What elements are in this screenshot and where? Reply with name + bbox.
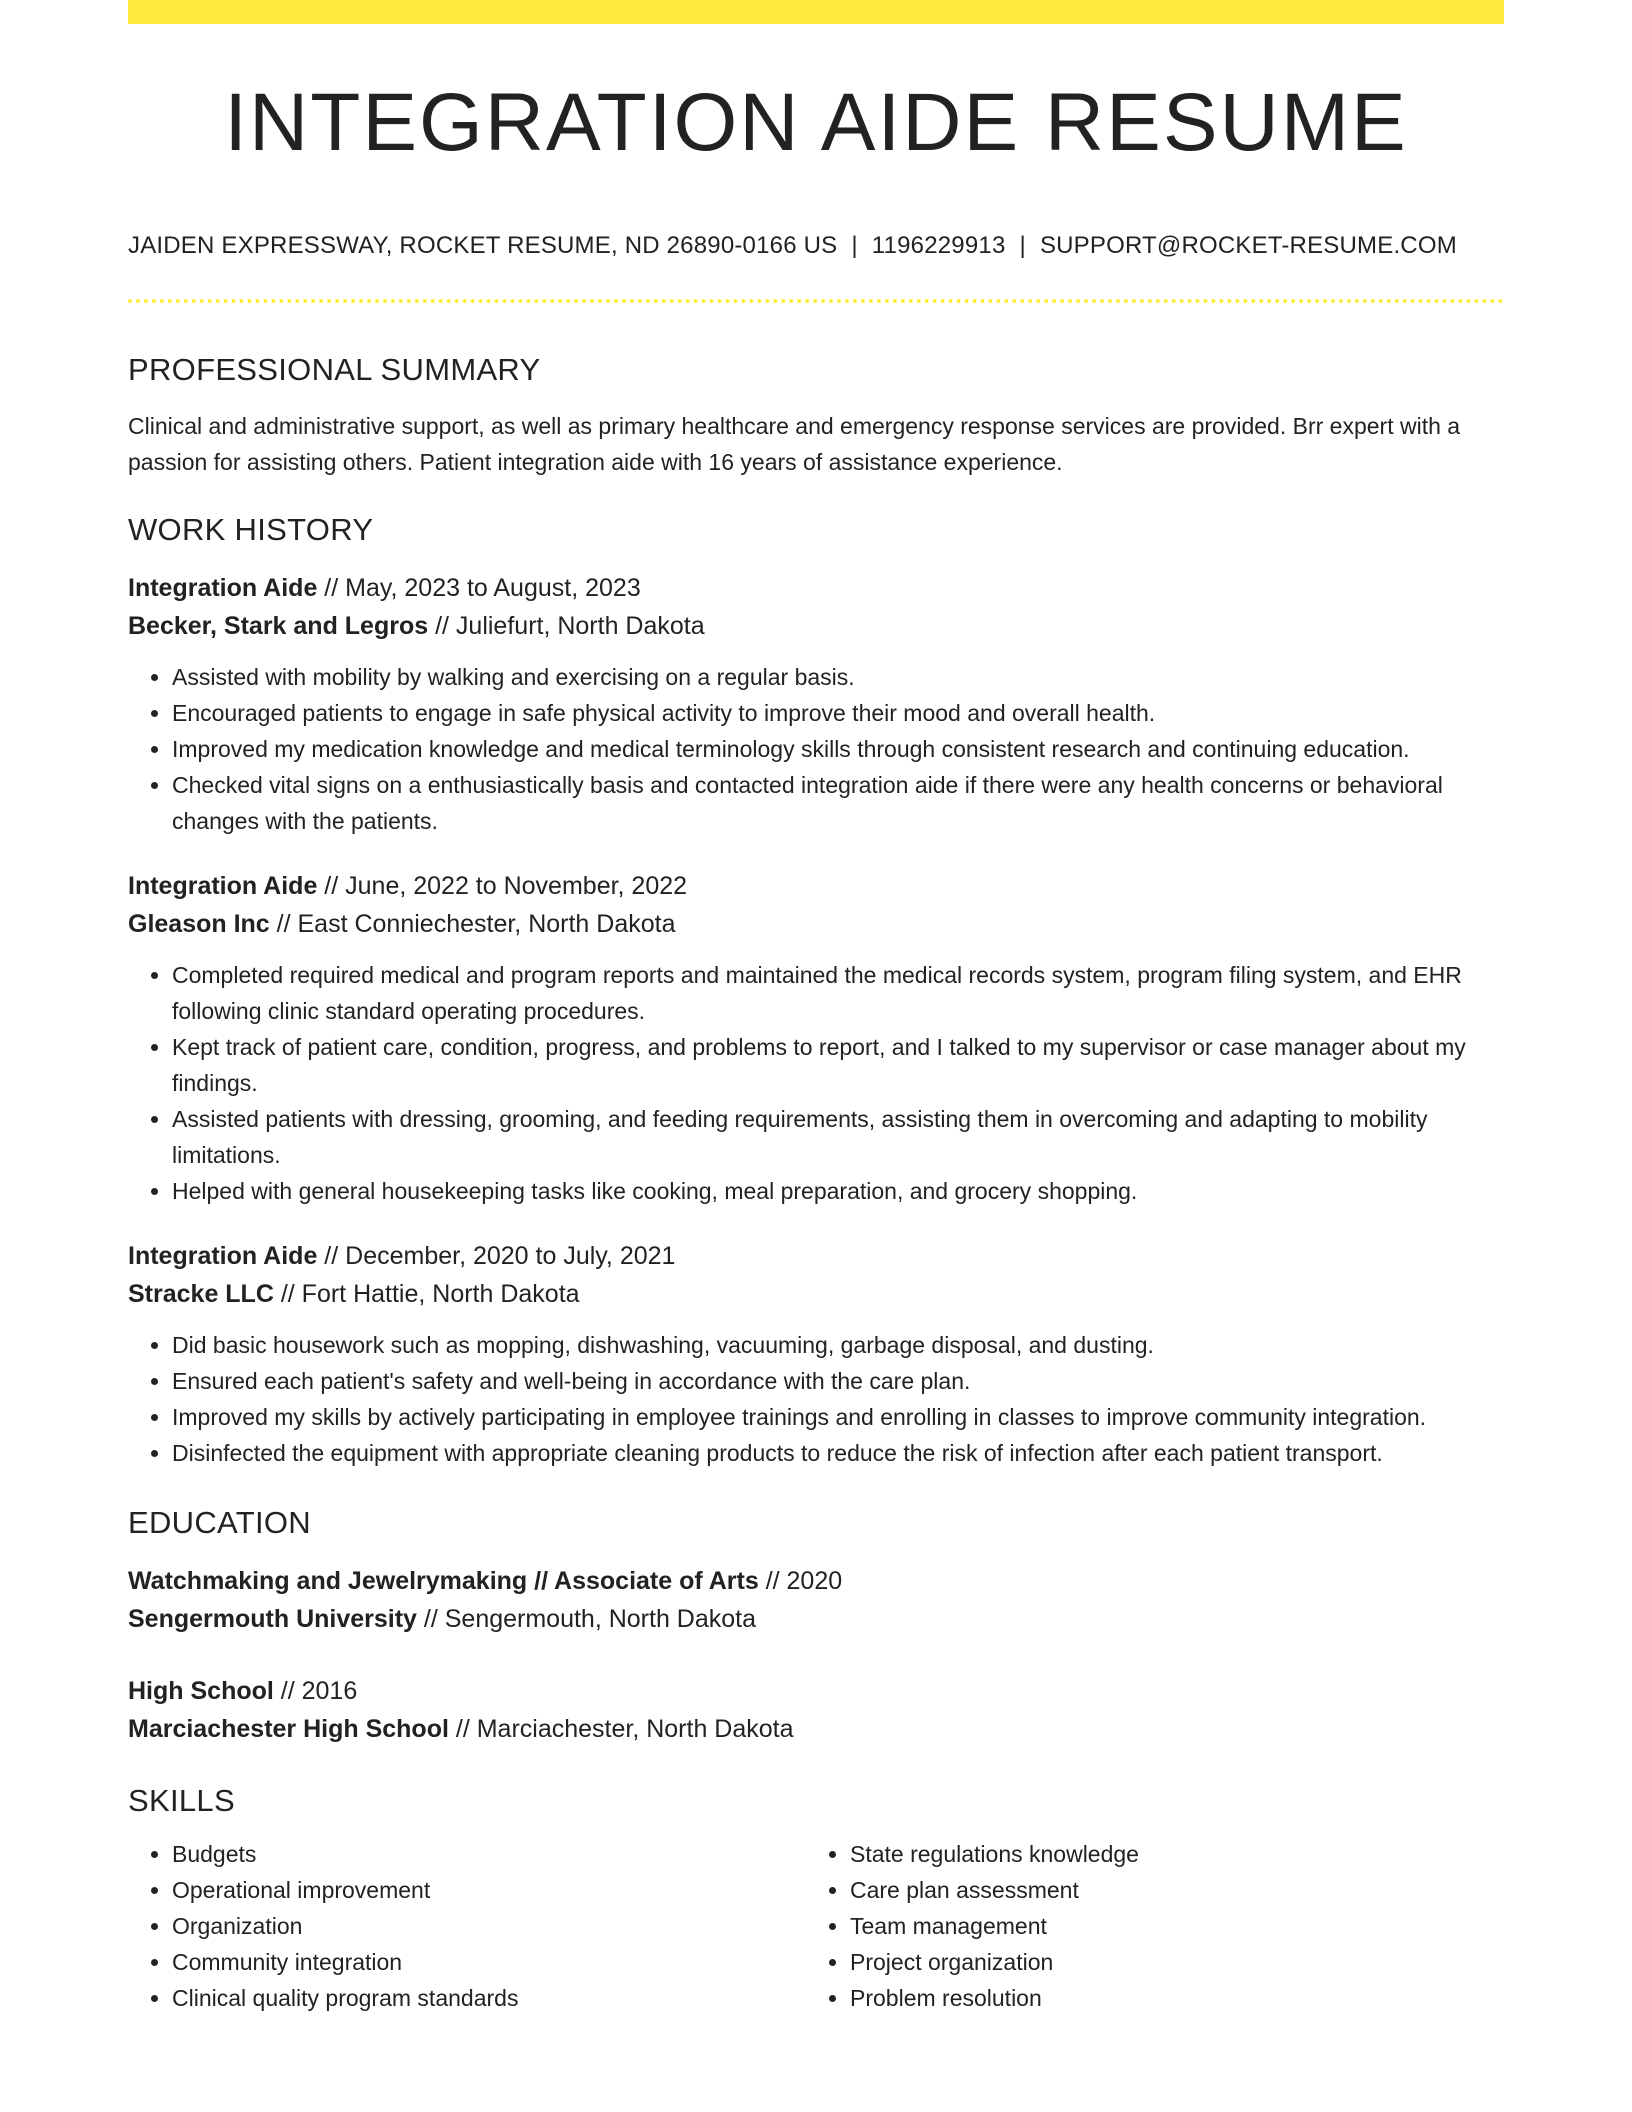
job-entry <box>128 569 1504 839</box>
job-company: Stracke LLC <box>128 1280 274 1308</box>
resume-content <box>128 0 1504 2016</box>
job-title: Integration Aide <box>128 872 318 900</box>
degree: Watchmaking and Jewelrymaking // Associate of Arts <box>128 1567 759 1595</box>
skill-item: • Community integration <box>172 1944 806 1980</box>
job-entry <box>128 1237 1504 1471</box>
skill-item: • Team management <box>850 1908 1484 1944</box>
work-list <box>128 569 1504 1471</box>
list-item: • Kept track of patient care, condition, progress, and problems to report, and I talked to my supervisor or case manager about my findings. <box>172 1029 1504 1101</box>
school-location: // Marciachester, North Dakota <box>448 1715 794 1743</box>
separator: | <box>851 232 858 259</box>
skill-item: • Problem resolution <box>850 1980 1484 2016</box>
job-bullets <box>128 659 1504 839</box>
school-line <box>128 1600 1504 1638</box>
job-location: // Fort Hattie, North Dakota <box>273 1280 580 1308</box>
list-item: • Ensured each patient's safety and well-being in accordance with the care plan. <box>172 1363 1504 1399</box>
degree: High School <box>128 1677 274 1705</box>
degree-line <box>128 1562 1504 1600</box>
summary-text: Clinical and administrative support, as well as primary healthcare and emergency response services are provided. Brr expert with a passion for assisting others. Patient integration aide with 16 years of assistance experience. <box>128 413 1461 475</box>
skills-grid <box>128 1836 1504 2016</box>
accent-top-bar <box>128 0 1504 24</box>
skill-item: • Project organization <box>850 1944 1484 1980</box>
education-entry <box>128 1562 1504 1638</box>
school-line <box>128 1710 1504 1748</box>
job-company: Becker, Stark and Legros <box>128 612 429 640</box>
section-heading-summary: PROFESSIONAL SUMMARY <box>128 352 541 387</box>
section-heading-work: WORK HISTORY <box>128 512 374 547</box>
job-dates: // May, 2023 to August, 2023 <box>317 574 641 602</box>
job-title-line <box>128 1237 1504 1275</box>
job-company: Gleason Inc <box>128 910 270 938</box>
list-item: • Helped with general housekeeping tasks like cooking, meal preparation, and grocery shopping. <box>172 1173 1504 1209</box>
school-location: // Sengermouth, North Dakota <box>416 1605 757 1633</box>
list-item: • Did basic housework such as mopping, dishwashing, vacuuming, garbage disposal, and dusting. <box>172 1327 1504 1363</box>
list-item: • Disinfected the equipment with appropriate cleaning products to reduce the risk of infection after each patient transport. <box>172 1435 1504 1471</box>
graduation-year: // 2016 <box>273 1677 358 1705</box>
list-item: • Encouraged patients to engage in safe physical activity to improve their mood and overall health. <box>172 695 1504 731</box>
list-item: • Improved my skills by actively participating in employee trainings and enrolling in classes to improve community integration. <box>172 1399 1504 1435</box>
graduation-year: // 2020 <box>758 1567 843 1595</box>
section-heading-education: EDUCATION <box>128 1505 311 1540</box>
job-company-line <box>128 1275 1504 1313</box>
job-location: // Juliefurt, North Dakota <box>428 612 705 640</box>
job-title: Integration Aide <box>128 1242 318 1270</box>
job-company-line <box>128 905 1504 943</box>
job-company-line <box>128 607 1504 645</box>
email: SUPPORT@ROCKET-RESUME.COM <box>1039 232 1457 259</box>
job-dates: // June, 2022 to November, 2022 <box>317 872 688 900</box>
job-bullets <box>128 957 1504 1209</box>
skill-item: • Operational improvement <box>172 1872 806 1908</box>
degree-line <box>128 1672 1504 1710</box>
skill-item: • Care plan assessment <box>850 1872 1484 1908</box>
page-title: INTEGRATION AIDE RESUME <box>224 77 1408 168</box>
job-title-line <box>128 867 1504 905</box>
list-item: • Checked vital signs on a enthusiastically basis and contacted integration aide if there were any health concerns or behavioral changes with the patients. <box>172 767 1504 839</box>
job-title: Integration Aide <box>128 574 318 602</box>
education-entry <box>128 1672 1504 1748</box>
job-title-line <box>128 569 1504 607</box>
skill-item: • Clinical quality program standards <box>172 1980 806 2016</box>
job-entry <box>128 867 1504 1209</box>
separator: | <box>1019 232 1026 259</box>
phone: 1196229913 <box>871 232 1006 259</box>
skill-item: • State regulations knowledge <box>850 1836 1484 1872</box>
list-item: • Assisted with mobility by walking and exercising on a regular basis. <box>172 659 1504 695</box>
list-item: • Completed required medical and program reports and maintained the medical records system, program filing system, and EHR following clinic standard operating procedures. <box>172 957 1504 1029</box>
skill-item: • Organization <box>172 1908 806 1944</box>
skills-column-left <box>128 1836 806 2016</box>
contact-line <box>128 234 1504 258</box>
skill-item: • Budgets <box>172 1836 806 1872</box>
list-item: • Improved my medication knowledge and medical terminology skills through consistent research and continuing education. <box>172 731 1504 767</box>
section-heading-skills: SKILLS <box>128 1783 235 1818</box>
list-item: • Assisted patients with dressing, grooming, and feeding requirements, assisting them in overcoming and adapting to mobility limitations. <box>172 1101 1504 1173</box>
job-bullets <box>128 1327 1504 1471</box>
dotted-divider <box>128 299 1504 303</box>
job-location: // East Conniechester, North Dakota <box>269 910 676 938</box>
school: Marciachester High School <box>128 1715 449 1743</box>
skills-column-right <box>806 1836 1484 2016</box>
school: Sengermouth University <box>128 1605 417 1633</box>
job-dates: // December, 2020 to July, 2021 <box>317 1242 676 1270</box>
address: JAIDEN EXPRESSWAY, ROCKET RESUME, ND 26890-0166 US <box>128 232 838 259</box>
